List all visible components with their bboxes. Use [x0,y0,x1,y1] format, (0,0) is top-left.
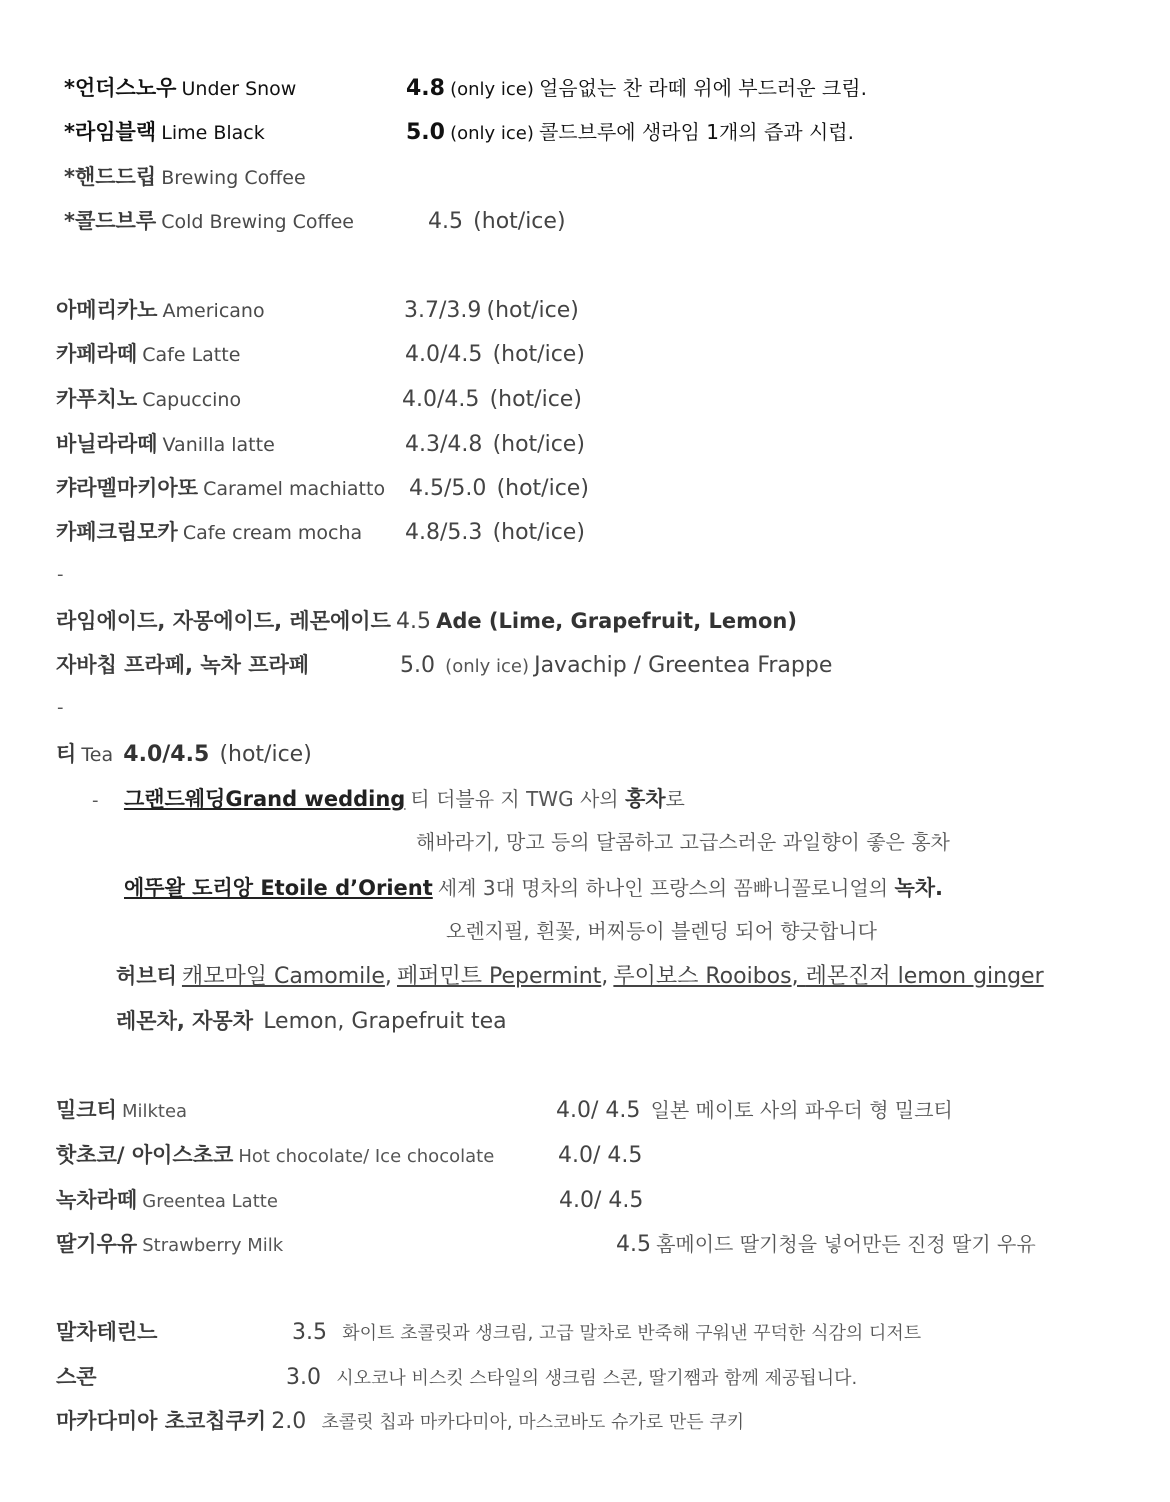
coffee-price-americano [404,298,579,323]
item-price: 4.0/4.5 [402,387,480,412]
coffee-item-caramel-machiatto [56,476,385,501]
menu-item-cold-brew [64,209,354,234]
coffee-price-capuccino [402,387,582,412]
dessert-name-matcha-terrine: 말차테린느 [56,1320,158,1344]
item-price: 4.5 [616,1232,651,1257]
tea-description: 세계 3대 명차의 하나인 프랑스의 꼼빠니꼴로니얼의 [437,876,895,900]
item-name-ko: 라임에이드, 자몽에이드, 레몬에이드 [56,609,391,633]
tea-description-end: 로 [665,787,685,811]
coffee-price-cafe-cream-mocha [405,520,585,545]
milk-price-milktea [556,1098,953,1123]
tea-highlight: 홍차 [624,787,666,811]
item-price: 4.0/ 4.5 [558,1143,643,1168]
tea-description: 티 더블유 지 TWG 사의 [410,787,625,811]
milk-item-greentea-latte [56,1188,278,1213]
bullet: - [92,790,99,811]
item-name-en: Lemon, Grapefruit tea [263,1009,507,1034]
milk-price-chocolate [558,1143,642,1168]
menu-item-frappe [56,653,309,677]
herb-sep: , [791,964,806,989]
item-price: 4.5 [395,609,431,634]
item-name-en: Americano [162,300,265,322]
tea-grand-wedding [92,787,685,812]
item-option: (hot/ice) [489,387,582,412]
item-price: 4.0/4.5 [405,342,483,367]
item-description: 시오코나 비스킷 스타일의 생크림 스콘, 딸기쨈과 함께 제공됩니다. [336,1368,858,1389]
herb-lemon-ginger: 레몬진저 lemon ginger [805,964,1044,989]
item-name-ko: 밀크티 [56,1098,117,1122]
menu-item-hand-drip [64,165,306,190]
item-price: 5.0 [406,120,445,145]
herb-label: 허브티 [116,964,177,988]
section-separator: - [57,564,64,585]
item-description: 일본 메이토 사의 파우더 형 밀크티 [650,1098,953,1122]
item-description: 화이트 초콜릿과 생크림, 고급 말차로 반죽해 구워낸 꾸덕한 식감의 디저트 [342,1323,922,1344]
item-option: (hot/ice) [219,742,312,767]
item-name-en: Cafe Latte [142,344,241,366]
item-price: 3.0 [286,1365,321,1390]
item-price: 4.5/5.0 [409,476,487,501]
item-name-ko: 자바칩 프라페, 녹차 프라페 [56,653,310,677]
herb-camomile: 캐모마일 Camomile [181,964,385,989]
item-name-ko: 바닐라라떼 [56,432,158,456]
item-price: 5.0 [400,653,435,678]
item-name-ko: 레몬차, 자몽차 [116,1009,254,1033]
dessert-macadamia-cookie [56,1409,744,1434]
milk-item-chocolate [56,1143,494,1168]
item-name-en: Cold Brewing Coffee [161,211,354,233]
item-price: 4.3/4.8 [405,432,483,457]
item-option: (hot/ice) [492,342,585,367]
item-description: 콜드브루에 생라임 1개의 즙과 시럽. [538,120,854,144]
tea-description-line2: 오렌지필, 흰꽃, 버찌등이 블렌딩 되어 향긋합니다 [446,919,877,943]
tea-name: 에뚜왈 도리앙 Etoile d’Orient [124,876,433,900]
item-name-ko: 티 [56,742,77,766]
item-price: 3.7/3.9 [404,298,482,323]
item-name-en: Lime Black [161,122,265,144]
tea-highlight: 녹차. [894,876,943,900]
menu-item-under-snow-detail [406,76,867,101]
item-name-ko: *언더스노우 [64,76,177,100]
item-name-ko: 카페크림모카 [56,520,178,544]
coffee-price-vanilla-latte [405,432,585,457]
dessert-name-scone: 스콘 [56,1365,97,1389]
item-name-en: Caramel machiatto [203,478,386,500]
menu-item-lime-black-detail [406,120,854,145]
item-option: (only ice) [445,656,529,677]
menu-item-lime-black [64,120,265,145]
item-option: (hot/ice) [496,476,589,501]
dessert-detail-scone [286,1365,857,1390]
item-name-en: Ade (Lime, Grapefruit, Lemon) [436,609,797,633]
item-name-en: Cafe cream mocha [182,522,363,544]
item-option: (hot/ice) [492,520,585,545]
milk-price-strawberry-milk [616,1232,1036,1257]
item-price: 4.5 [428,209,463,234]
item-price: 4.0/ 4.5 [556,1098,641,1123]
section-separator: - [57,697,64,718]
item-price: 3.5 [292,1320,327,1345]
item-name-ko: *콜드브루 [64,209,157,233]
item-name-en: Tea [81,744,114,766]
item-name-en: Capuccino [142,389,242,411]
item-price: 4.8 [406,76,445,101]
item-name-en: Brewing Coffee [161,167,306,189]
coffee-item-cafe-cream-mocha [56,520,362,545]
item-option: (hot/ice) [492,432,585,457]
item-option: (only ice) [450,123,534,144]
herb-sep: , [601,964,609,989]
item-name-en: Hot chocolate/ Ice chocolate [238,1146,495,1167]
coffee-item-cafe-latte [56,342,240,367]
item-option: (only ice) [450,79,534,100]
herb-pepermint: 페퍼민트 Pepermint [396,964,602,989]
tea-name: 그랜드웨딩Grand wedding [123,787,406,811]
item-name-ko: 녹차라떼 [56,1188,138,1212]
item-name-ko: 캬라멜마키아또 [56,476,199,500]
item-name-en: Vanilla latte [162,434,275,456]
tea-citrus [116,1009,507,1034]
item-name-ko: 핫초코/ 아이스초코 [56,1143,234,1167]
item-name-en: Under Snow [181,78,297,100]
dessert-detail-matcha-terrine [292,1320,921,1345]
item-price: 4.0/ 4.5 [559,1188,644,1213]
coffee-item-americano [56,298,265,323]
tea-etoile-dorient [124,876,943,900]
item-option: (hot/ice) [486,298,579,323]
milk-item-strawberry-milk [56,1232,283,1257]
milk-price-greentea-latte [559,1188,643,1213]
item-name-ko: 마카다미아 초코칩쿠키 [56,1409,267,1433]
item-description: 홈메이드 딸기청을 넣어만든 진정 딸기 우유 [656,1232,1036,1256]
tea-herb-list [116,964,1044,989]
item-option: (hot/ice) [473,209,566,234]
milk-item-milktea [56,1098,187,1123]
menu-item-frappe-detail [400,653,832,678]
item-name-en: Milktea [121,1101,188,1122]
herb-rooibos: 루이보스 Rooibos [613,964,792,989]
item-name-en: Strawberry Milk [142,1235,284,1256]
item-name-ko: 딸기우유 [56,1232,138,1256]
item-price: 2.0 [271,1409,307,1434]
item-name-ko: 아메리카노 [56,298,158,322]
item-description: 얼음없는 찬 라떼 위에 부드러운 크림. [538,76,867,100]
tea-description-line2: 해바라기, 망고 등의 달콤하고 고급스러운 과일향이 좋은 홍차 [416,830,950,854]
item-name-en: Greentea Latte [142,1191,278,1212]
item-price: 4.0/4.5 [123,742,210,767]
coffee-price-caramel-machiatto [409,476,589,501]
menu-item-cold-brew-detail [428,209,566,234]
menu-item-ade [56,609,797,634]
coffee-price-cafe-latte [405,342,585,367]
item-name-ko: *라임블랙 [64,120,157,144]
item-description: 초콜릿 칩과 마카다미아, 마스코바도 슈가로 만든 쿠키 [321,1412,745,1433]
item-name-ko: *핸드드립 [64,165,157,189]
menu-item-tea [56,742,312,767]
item-price: 4.8/5.3 [405,520,483,545]
item-name-en: Javachip / Greentea Frappe [534,653,833,678]
item-name-ko: 카푸치노 [56,387,138,411]
menu-item-under-snow [64,76,296,101]
coffee-item-capuccino [56,387,241,412]
coffee-item-vanilla-latte [56,432,275,457]
herb-sep: , [384,964,392,989]
item-name-ko: 카페라떼 [56,342,138,366]
